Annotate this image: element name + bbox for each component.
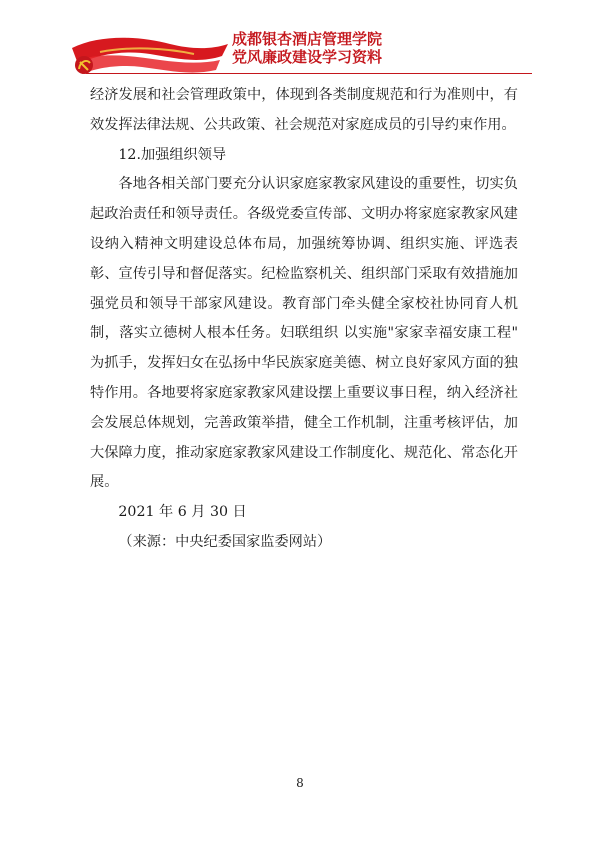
section-heading-12: 12.加强组织领导 (118, 146, 227, 163)
header-divider (86, 73, 532, 74)
paragraph-organization-leadership: 各地各相关部门要充分认识家庭家教家风建设的重要性，切实负起政治责任和领导责任。各级党委宣传部、文明办将家庭家教家风建设纳入精神文明建设总体布局，加强统筹协调、组织实施、评选表彰、宣传引导和督促落实。纪检监察机关、组织部门采取有效措施加强党员和领导干部家风建设。教育部门牵头健全家校社协同育人机制，落实立德树人根本任务。妇联组织 以实施"家家幸福安康工程" 为抓手，发挥妇女在弘扬中华民族家庭美德、树立良好家风方面的独特作用。各地要将家庭家教家风建设摆上重要议事日程，纳入经济社会发展总体规划，完善政策举措，健全工作机制，注重考核评估，加大保障力度，推动家庭家教家风建设工作制度化、规范化、常态化开展。 (90, 176, 518, 491)
hammer-sickle-icon (75, 56, 93, 74)
header-title (232, 30, 452, 66)
document-date: 2021 年 6 月 30 日 (118, 504, 247, 521)
party-flag-logo (70, 30, 230, 82)
document-source: （来源：中央纪委国家监委网站） (118, 533, 332, 550)
paragraph-continuation: 经济发展和社会管理政策中，体现到各类制度规范和行为准则中，有效发挥法律法规、公共政策、社会规范对家庭成员的引导约束作用。 (90, 87, 518, 133)
header-title-line1: 成都银杏酒店管理学院 (232, 30, 383, 48)
document-header (0, 0, 600, 80)
header-title-line2: 党风廉政建设学习资料 (232, 48, 383, 66)
document-body (90, 81, 518, 558)
page-number: 8 (296, 776, 304, 790)
